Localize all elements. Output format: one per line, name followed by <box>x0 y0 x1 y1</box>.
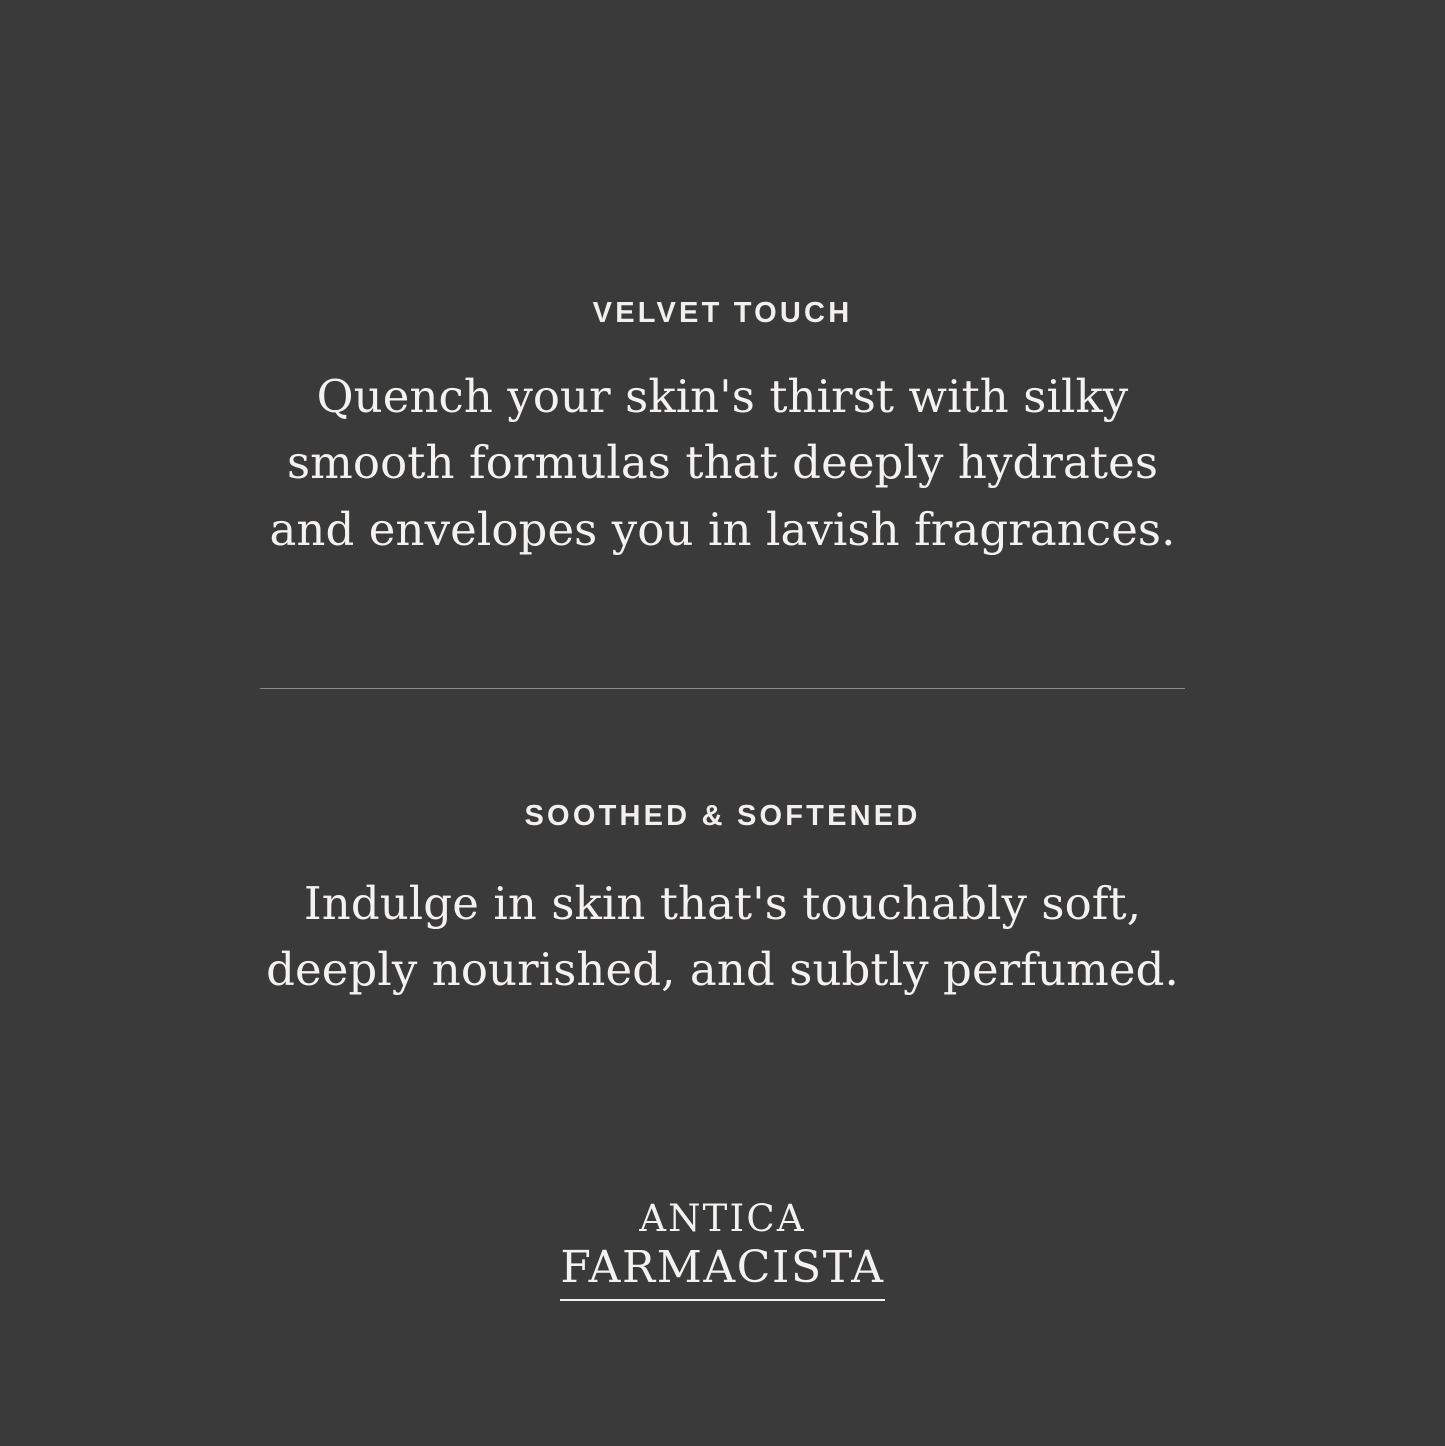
section-2-eyebrow: SOOTHED & SOFTENED <box>524 799 921 832</box>
section-2-body: Indulge in skin that's touchably soft, deeply nourished, and subtly perfumed. <box>266 876 1179 997</box>
section-divider <box>260 688 1185 689</box>
section-soothed-softened <box>243 801 1203 1004</box>
section-1-body: Quench your skin's thirst with silky smooth formulas that deeply hydrates and envelopes you in lavish fragrances. <box>269 369 1176 557</box>
brand-logo <box>560 1196 885 1301</box>
section-1-eyebrow: VELVET TOUCH <box>592 297 853 329</box>
divider-wrapper <box>260 688 1185 689</box>
brand-logo-line-1: ANTICA <box>639 1196 806 1240</box>
brand-logo-line-2: FARMACISTA <box>560 1246 884 1301</box>
section-velvet-touch <box>243 298 1203 564</box>
